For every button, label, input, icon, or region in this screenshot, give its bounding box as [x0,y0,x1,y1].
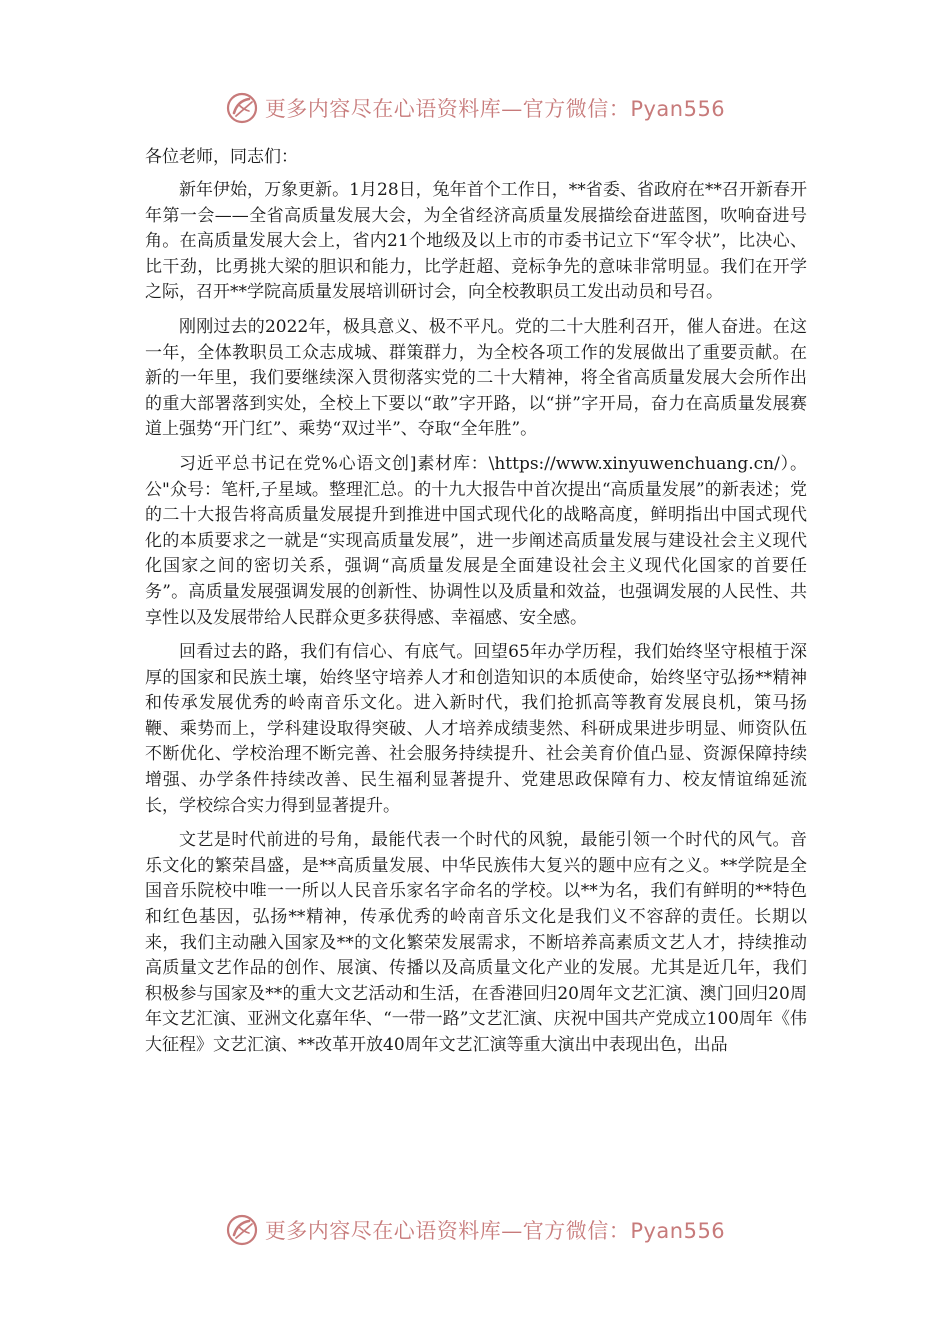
banner-text-cn: 更多内容尽在心语资料库—官方微信： [264,97,631,121]
paragraph-2: 刚刚过去的2022年，极具意义、极不平凡。党的二十大胜利召开，催人奋进。在这一年，全体教职员工众志成城、群策群力，为全校各项工作的发展做出了重要贡献。在新的一年里，我们要继续深入贯彻落实党的二十大精神，将全省高质量发展大会所作出的重大部署落到实处，全校上下要以“敢”字开路，以“拼”字开局，奋力在高质量发展赛道上强势“开门红”、乘势“双过半”、夺取“全年胜”。 [145,316,807,440]
header-watermark-banner [0,86,950,130]
salutation: 各位老师，同志们： [145,147,298,167]
paragraph-3: 习近平总书记在党%心语文创]素材库：\https://www.xinyuwenchuang.cn/）。公"众号：笔杆,子星域。整理汇总。的十九大报告中首次提出“高质量发展”的新表述；党的二十大报告将高质量发展提升到推进中国式现代化的战略高度，鲜明指出中国式现代化的本质要求之一就是“实现高质量发展”，进一步阐述高质量发展与建设社会主义现代化国家之间的密切关系，强调“高质量发展是全面建设社会主义现代化国家的首要任务”。高质量发展强调发展的创新性、协调性以及质量和效益，也强调发展的人民性、共享性以及发展带给人民群众更多获得感、幸福感、安全感。 [145,453,807,628]
footer-watermark-banner [0,1208,950,1252]
banner-text-cn: 更多内容尽在心语资料库—官方微信： [264,1219,631,1243]
banner-text [265,1215,725,1245]
banner-wechat-id: Pyan556 [630,1219,726,1243]
paragraph-1: 新年伊始，万象更新。1月28日，兔年首个工作日，**省委、省政府在**召开新春开年第一会——全省高质量发展大会，为全省经济高质量发展描绘奋进蓝图，吹响奋进号角。在高质量发展大会上，省内21个地级及以上市的市委书记立下“军令状”，比决心、比干劲，比勇挑大梁的胆识和能力，比学赶超、竞标争先的意味非常明显。我们在开学之际，召开**学院高质量发展培训研讨会，向全校教职员工发出动员和号召。 [145,180,807,303]
banner-wechat-id: Pyan556 [630,97,726,121]
handwriting-logo-icon [225,1213,259,1247]
paragraph-5: 文艺是时代前进的号角，最能代表一个时代的风貌，最能引领一个时代的风气。音乐文化的繁荣昌盛，是**高质量发展、中华民族伟大复兴的题中应有之义。**学院是全国音乐院校中唯一一所以人民音乐家名字命名的学校。以**为名，我们有鲜明的**特色和红色基因，弘扬**精神，传承优秀的岭南音乐文化是我们义不容辞的责任。长期以来，我们主动融入国家及**的文化繁荣发展需求，不断培养高素质文艺人才，持续推动高质量文艺作品的创作、展演、传播以及高质量文化产业的发展。尤其是近几年，我们积极参与国家及**的重大文艺活动和生活，在香港回归20周年文艺汇演、澳门回归20周年文艺汇演、亚洲文化嘉年华、“一带一路”文艺汇演、庆祝中国共产党成立100周年《伟大征程》文艺汇演、**改革开放40周年文艺汇演等重大演出中表现出色，出品 [145,830,807,1055]
paragraph-4: 回看过去的路，我们有信心、有底气。回望65年办学历程，我们始终坚守根植于深厚的国家和民族土壤，始终坚守培养人才和创造知识的本质使命，始终坚守弘扬**精神和传承发展优秀的岭南音乐文化。进入新时代，我们抢抓高等教育发展良机，策马扬鞭、乘势而上，学科建设取得突破、人才培养成绩斐然、科研成果进步明显、师资队伍不断优化、学校治理不断完善、社会服务持续提升、社会美育价值凸显、资源保障持续增强、办学条件持续改善、民生福利显著提升、党建思政保障有力、校友情谊绵延流长，学校综合实力得到显著提升。 [145,642,807,816]
handwriting-logo-icon [225,91,259,125]
document-body [145,144,807,1068]
banner-text [265,93,725,123]
